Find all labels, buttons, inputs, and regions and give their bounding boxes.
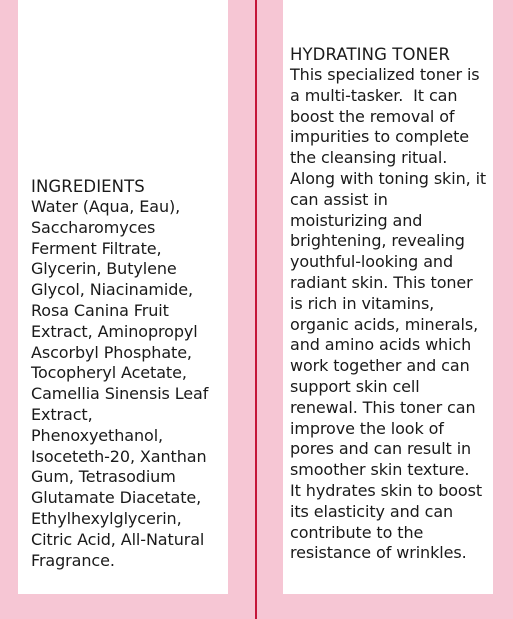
ingredients-line: Camellia Sinensis Leaf bbox=[31, 384, 209, 404]
toner-line: its elasticity and can bbox=[290, 501, 454, 521]
toner-line: brightening, revealing bbox=[290, 231, 465, 251]
ingredients-line: Citric Acid, All-Natural bbox=[31, 529, 205, 549]
toner-line: impurities to complete bbox=[290, 127, 470, 147]
ingredients-line: Ferment Filtrate, bbox=[31, 238, 162, 258]
toner-line: Along with toning skin, it bbox=[290, 168, 487, 188]
toner-line: support skin cell bbox=[290, 376, 420, 396]
toner-line: work together and can bbox=[290, 356, 470, 376]
toner-panel bbox=[283, 0, 493, 594]
toner-line: organic acids, minerals, bbox=[290, 314, 479, 334]
ingredients-line: Gum, Tetrasodium bbox=[31, 467, 176, 487]
toner-line: renewal. This toner can bbox=[290, 397, 476, 417]
ingredients-line: Isoceteth-20, Xanthan bbox=[31, 446, 207, 466]
toner-line: youthful-looking and bbox=[290, 252, 454, 272]
ingredients-line: Glycerin, Butylene bbox=[31, 259, 177, 279]
center-divider-line bbox=[255, 0, 257, 619]
ingredients-line: Ethylhexylglycerin, bbox=[31, 508, 182, 528]
ingredients-line: Extract, Aminopropyl bbox=[31, 321, 198, 341]
ingredients-line: Phenoxyethanol, bbox=[31, 425, 164, 445]
ingredients-line: Ascorbyl Phosphate, bbox=[31, 342, 192, 362]
ingredients-line: Water (Aqua, Eau), bbox=[31, 197, 181, 216]
toner-line: the cleansing ritual. bbox=[290, 148, 448, 168]
toner-line: and amino acids which bbox=[290, 335, 472, 355]
ingredients-line: Extract, bbox=[31, 404, 93, 424]
toner-line: pores and can result in bbox=[290, 439, 472, 459]
toner-line: boost the removal of bbox=[290, 106, 455, 126]
ingredients-line: Rosa Canina Fruit bbox=[31, 300, 169, 320]
ingredients-heading: INGREDIENTS bbox=[31, 177, 145, 196]
toner-heading: HYDRATING TONER bbox=[290, 45, 451, 64]
toner-line: smoother skin texture. bbox=[290, 460, 470, 480]
ingredients-line: Glycol, Niacinamide, bbox=[31, 280, 194, 300]
ingredients-line: Saccharomyces bbox=[31, 217, 156, 237]
toner-line: resistance of wrinkles. bbox=[290, 543, 467, 563]
toner-description bbox=[290, 65, 493, 564]
toner-line: a multi-tasker. It can bbox=[290, 85, 458, 105]
toner-line: moisturizing and bbox=[290, 210, 423, 230]
toner-line: improve the look of bbox=[290, 418, 444, 438]
toner-line: can assist in bbox=[290, 189, 388, 209]
ingredients-text bbox=[31, 197, 228, 571]
ingredients-line: Fragrance. bbox=[31, 550, 115, 570]
ingredients-panel bbox=[18, 0, 228, 594]
toner-line: This specialized toner is bbox=[290, 65, 480, 84]
toner-line: radiant skin. This toner bbox=[290, 272, 473, 292]
toner-line: contribute to the bbox=[290, 522, 424, 542]
ingredients-line: Glutamate Diacetate, bbox=[31, 488, 202, 508]
toner-line: is rich in vitamins, bbox=[290, 293, 435, 313]
toner-line: It hydrates skin to boost bbox=[290, 480, 483, 500]
ingredients-line: Tocopheryl Acetate, bbox=[31, 363, 187, 383]
